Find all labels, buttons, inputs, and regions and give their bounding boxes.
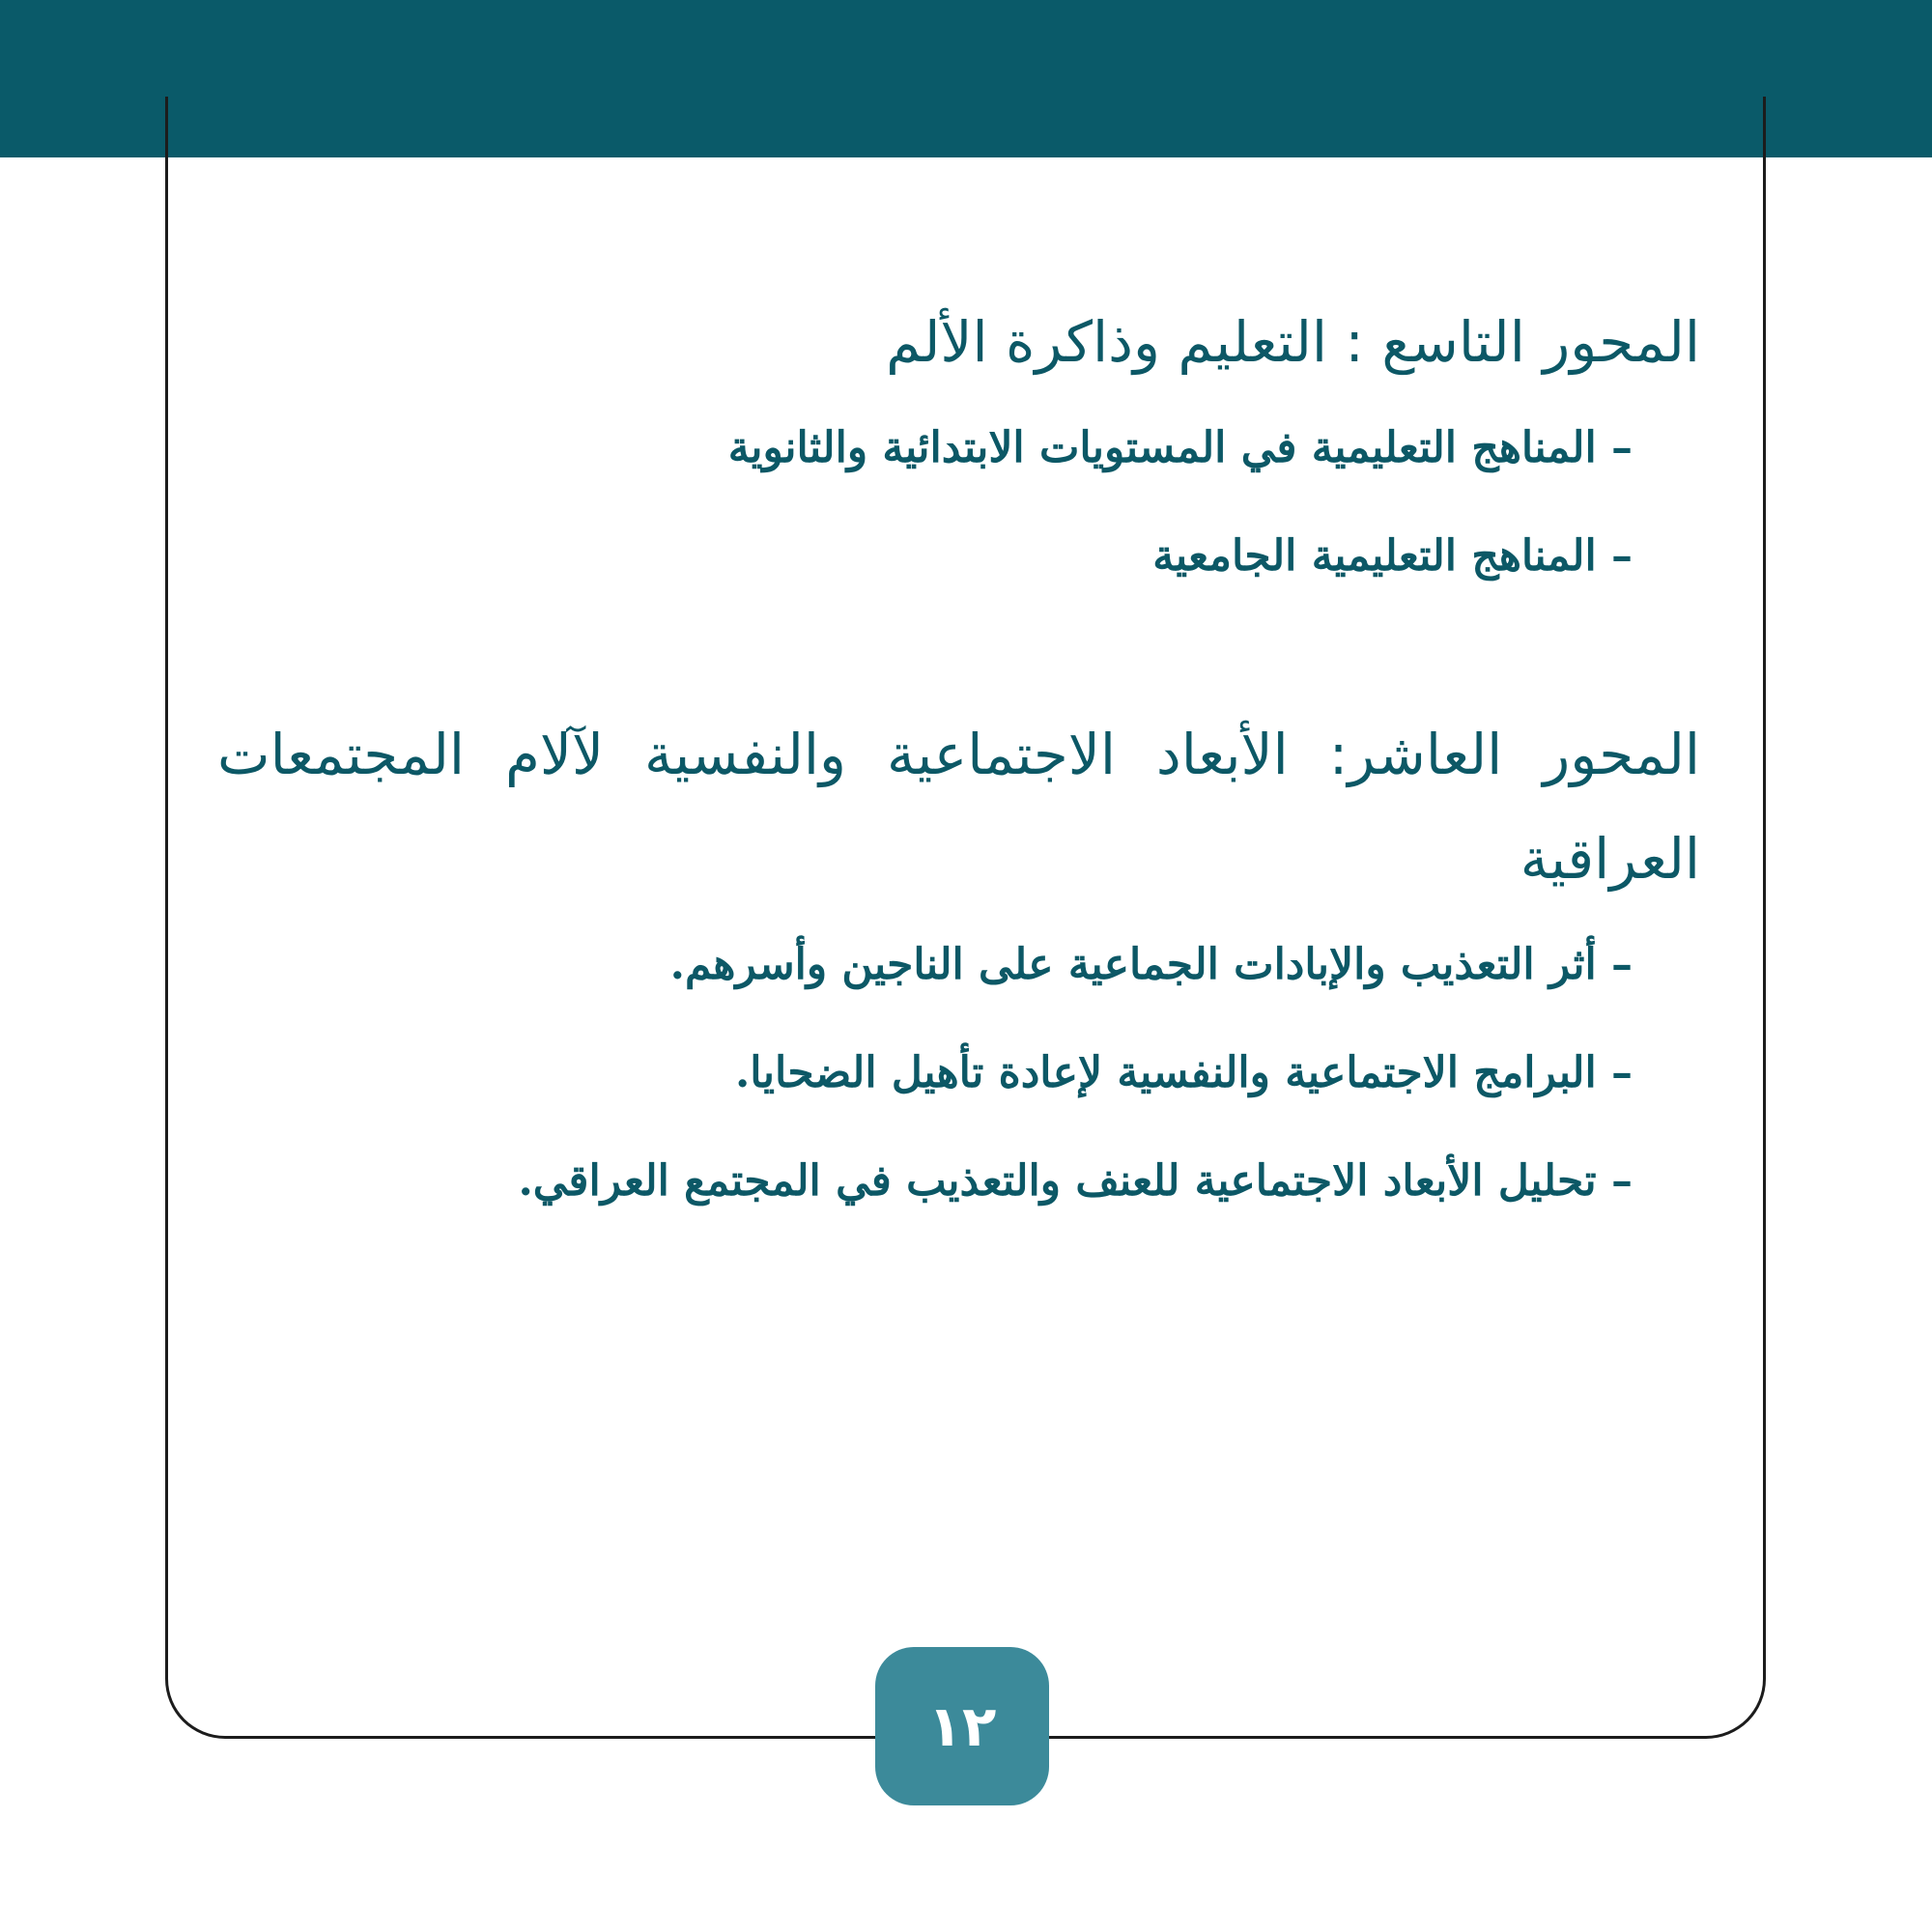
section-nine xyxy=(217,290,1700,611)
section-ten xyxy=(217,702,1700,1236)
list-item: – المناهج التعليمية في المستويات الابتدائية والثانوية xyxy=(727,423,1633,472)
page-content xyxy=(217,290,1700,1236)
section-ten-title: المحور العاشر: الأبعاد الاجتماعية والنفسية لآلام المجتمعات العراقية xyxy=(217,722,1700,892)
page-number: ١٢ xyxy=(927,1693,997,1759)
section-spacer xyxy=(217,611,1700,702)
section-nine-title: المحور التاسع : التعليم وذاكرة الألم xyxy=(886,309,1700,375)
list-item: – أثر التعذيب والإبادات الجماعية على الناجين وأسرهم. xyxy=(669,940,1633,989)
section-ten-list xyxy=(217,911,1700,1236)
page-number-badge xyxy=(875,1647,1049,1805)
list-item: – المناهج التعليمية الجامعية xyxy=(1152,531,1633,581)
section-nine-list xyxy=(217,394,1700,611)
list-item: – تحليل الأبعاد الاجتماعية للعنف والتعذيب في المجتمع العراقي. xyxy=(518,1156,1633,1206)
list-item: – البرامج الاجتماعية والنفسية لإعادة تأهيل الضحايا. xyxy=(734,1048,1633,1097)
